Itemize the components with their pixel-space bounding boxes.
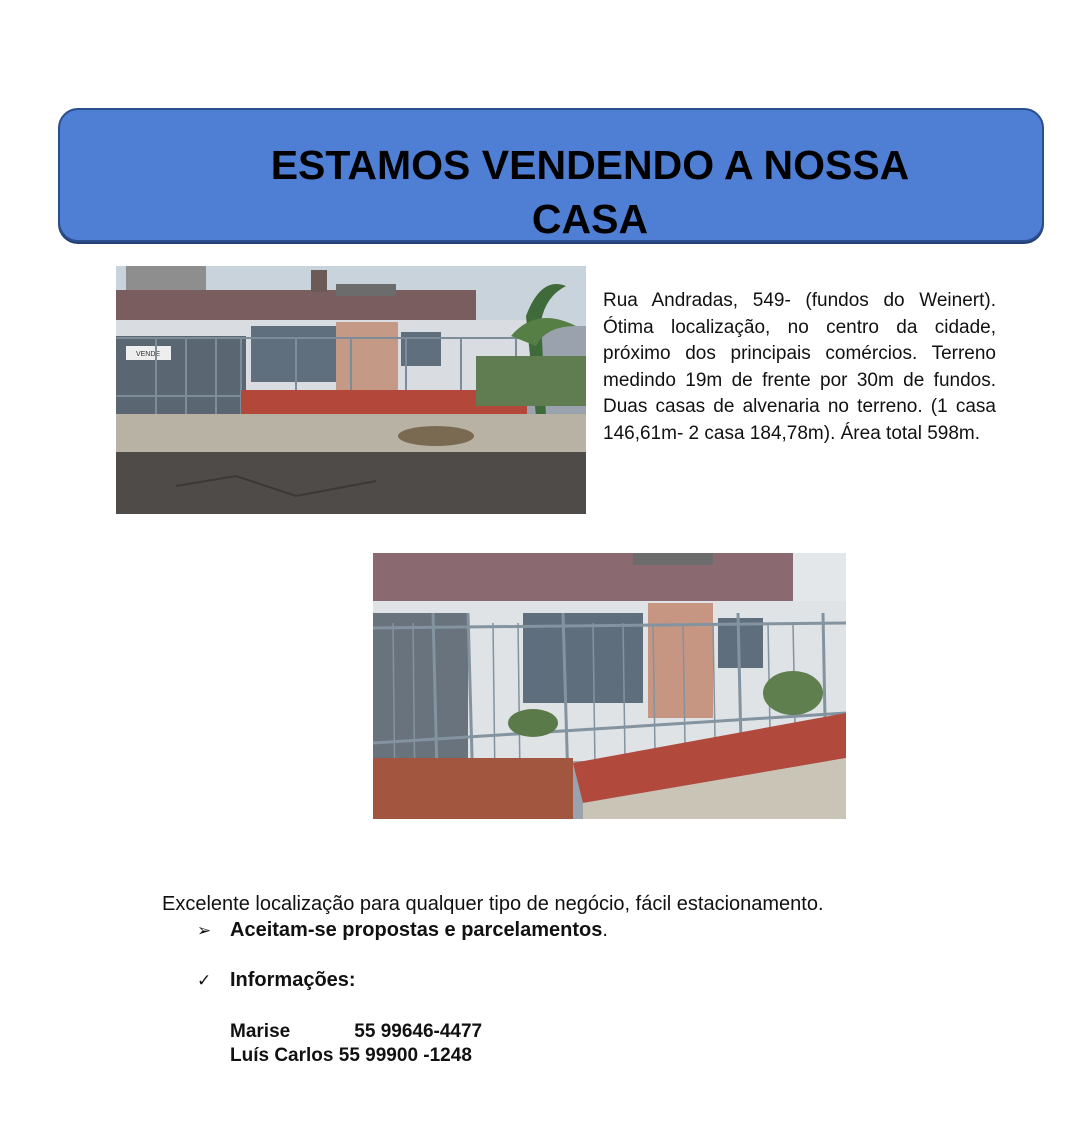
info-label: Informações: xyxy=(230,969,356,991)
title-banner xyxy=(58,108,1044,242)
contact-phone: 55 99900 -1248 xyxy=(338,1045,472,1066)
contact-name: Luís Carlos xyxy=(230,1045,334,1066)
contact-phone: 55 99646-4477 xyxy=(354,1021,483,1042)
house-gate-illustration xyxy=(373,553,846,819)
for-sale-sign: VENDE xyxy=(135,351,161,358)
contact-name: Marise xyxy=(230,1021,291,1042)
checkmark-bullet-icon: ✓ xyxy=(197,971,212,990)
proposals-item xyxy=(197,919,608,942)
business-location-note: Excelente localização para qualquer tipo de negócio, fácil estacionamento. xyxy=(162,893,824,915)
property-description: Rua Andradas, 549- (fundos do Weinert). Ótima localização, no centro da cidade, próximo dos principais comércios. Terreno medindo 19m de frente por 30m de fundos. Duas casas de alvenaria no terreno. (1 casa 146,61m- 2 casa 184,78m). Área total 598m. xyxy=(603,290,996,444)
info-item xyxy=(197,969,356,992)
contact-row xyxy=(230,1021,482,1043)
house-front-photo xyxy=(116,266,586,514)
house-gate-photo xyxy=(373,553,846,819)
proposals-period: . xyxy=(602,919,608,941)
arrow-bullet-icon: ➢ xyxy=(197,921,212,940)
house-front-illustration xyxy=(116,266,586,514)
proposals-text: Aceitam-se propostas e parcelamentos xyxy=(230,919,603,941)
contact-row xyxy=(230,1045,472,1067)
page-title: ESTAMOS VENDENDO A NOSSA CASA xyxy=(270,142,910,242)
